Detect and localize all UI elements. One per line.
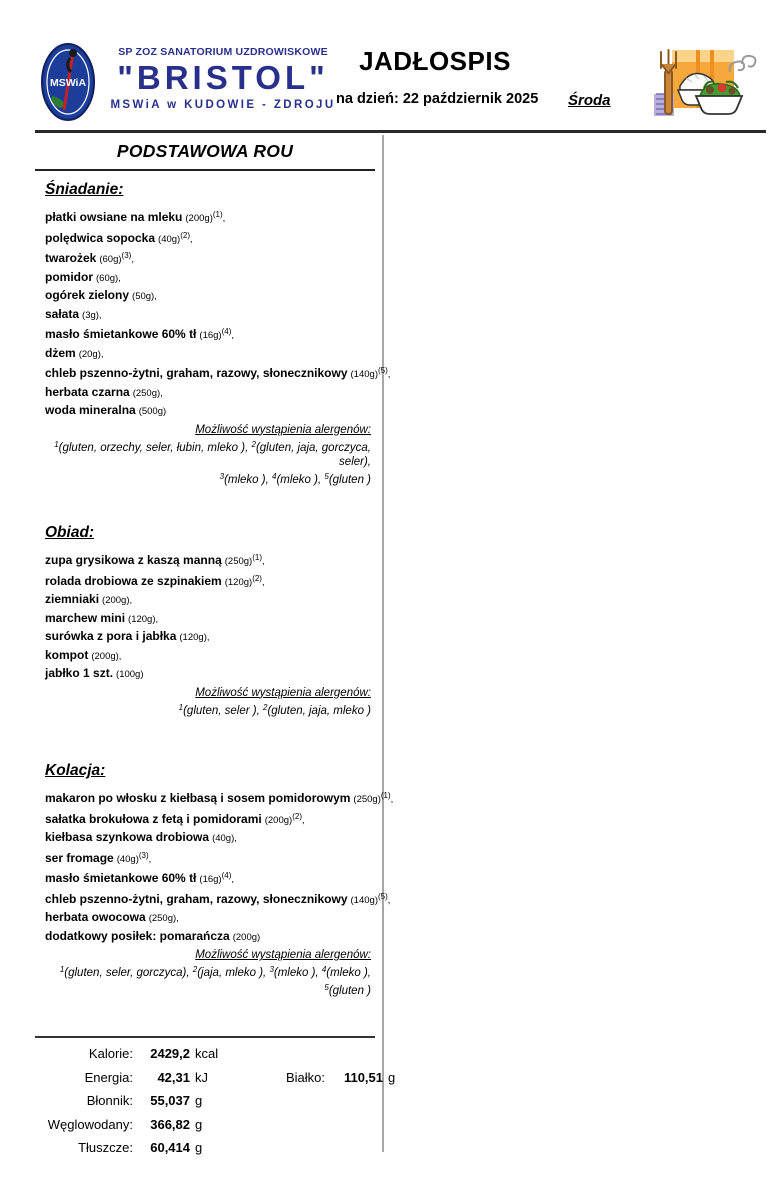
- meal-items: [45, 550, 371, 684]
- menu-item: jabłko 1 szt. (100g): [45, 666, 144, 680]
- nutrition-unit: g: [195, 1093, 203, 1108]
- nutrition-label: Kalorie:: [88, 1046, 133, 1061]
- menu-item: zupa grysikowa z kaszą manną $(250g)^{(1)}$,: [45, 553, 265, 567]
- nutrition-row: [35, 1136, 375, 1160]
- meal-heading: Kolacja:: [45, 762, 106, 779]
- nutrition-label: Błonnik:: [86, 1093, 133, 1108]
- nutrition-label: Energia:: [84, 1069, 133, 1085]
- nutrition-unit: g: [388, 1069, 396, 1085]
- diet-title: PODSTAWOWA ROU: [116, 141, 294, 161]
- food-bowl-icon: [652, 44, 757, 124]
- nutrition-row: [35, 1113, 375, 1137]
- column-divider: [382, 135, 384, 1152]
- menu-item: herbata owocowa (250g),: [45, 910, 179, 924]
- menu-item: dodatkowy posiłek: pomarańcza (200g): [45, 928, 261, 943]
- nutrition-summary: [35, 1036, 396, 1160]
- nutrition-row: [35, 1089, 375, 1113]
- nutrition-value: 42,31: [157, 1069, 190, 1085]
- nutrition-label: Węglowodany:: [47, 1116, 133, 1132]
- diet-title-rule: [35, 169, 375, 171]
- menu-item: surówka z pora i jabłka (120g),: [45, 629, 210, 643]
- menu-item: sałatka brokułowa z fetą i pomidorami $(200g)^{(2)}$,: [45, 811, 305, 826]
- menu-column: [35, 135, 394, 998]
- allergen-superscript: 1: [54, 439, 59, 449]
- menu-item: dżem (20g),: [45, 345, 104, 360]
- allergen-superscript: 2: [251, 439, 256, 449]
- nutrition-value: 55,037: [150, 1093, 190, 1108]
- nutrition-unit: kJ: [195, 1069, 208, 1085]
- menu-item: twarożek $(60g)^{(3)}$,: [45, 251, 134, 265]
- allergen-superscript: 5: [324, 982, 329, 992]
- menu-item: rolada drobiowa ze szpinakiem $(120g)^{(2)}$,: [45, 573, 265, 588]
- allergen-label: Możliwość wystąpienia alergenów:: [195, 949, 371, 961]
- nutrition-label: Tłuszcze:: [78, 1140, 133, 1155]
- allergen-line: $^5$(gluten ): [324, 982, 371, 997]
- allergen-label: Możliwość wystąpienia alergenów:: [195, 686, 371, 699]
- menu-item: kompot (200g),: [45, 647, 122, 662]
- meal-section: [35, 180, 391, 487]
- brand-block: [97, 46, 349, 111]
- allergen-line: $^1$(gluten, seler ), $^2$(gluten, jaja, mleko ): [178, 702, 371, 717]
- footnote-superscript: (2): [252, 573, 262, 583]
- nutrition-label: Białko:: [285, 1069, 325, 1085]
- footnote-superscript: (3): [121, 251, 132, 260]
- menu-item: płatki owsiane na mleku $(200g)^{(1)}$,: [45, 210, 226, 224]
- allergen-label: Możliwość wystąpienia alergenów:: [195, 423, 371, 436]
- menu-item: ogórek zielony (50g),: [45, 288, 157, 302]
- allergen-line: $^1$(gluten, orzechy, seler, łubin, mleko ), $^2$(gluten, jaja, gorczyca, seler),: [54, 439, 371, 468]
- nutrition-rule: [35, 1036, 375, 1038]
- logo-text: MSWiA: [49, 77, 87, 89]
- allergen-line: $^1$(gluten, seler, gorczyca), $^2$(jaja, mleko ), $^3$(mleko ), $^4$(mleko ),: [59, 965, 371, 979]
- menu-item: makaron po włosku z kiełbasą i sosem pomidorowym $(250g)^{(1)}$,: [45, 791, 394, 805]
- org-line2: MSWiA w KUDOWIE - ZDROJU: [110, 99, 336, 111]
- menu-item: ziemniaki (200g),: [45, 592, 133, 606]
- menu-item: sałata (3g),: [45, 306, 102, 321]
- footnote-superscript: (5): [377, 891, 388, 901]
- menu-item: masło śmietankowe 60% tł $(16g)^{(4)}$,: [45, 871, 235, 885]
- footnote-superscript: (1): [380, 791, 391, 800]
- allergen-superscript: 3: [269, 965, 274, 974]
- nutrition-row: [35, 1066, 396, 1090]
- org-name: "BRISTOL": [117, 59, 329, 96]
- footnote-superscript: (1): [212, 210, 223, 219]
- footnote-superscript: (2): [180, 230, 191, 240]
- menu-item: pomidor (60g),: [45, 269, 121, 284]
- nutrition-extra: [253, 1066, 395, 1090]
- nutrition-value: 2429,2: [150, 1046, 190, 1061]
- footnote-superscript: (2): [292, 811, 302, 821]
- menu-item: chleb pszenno-żytni, graham, razowy, słonecznikowy $(140g)^{(5)}$,: [45, 366, 391, 380]
- menu-item: ser fromage $(40g)^{(3)}$,: [45, 850, 152, 865]
- nutrition-unit: kcal: [195, 1046, 219, 1061]
- footnote-superscript: (4): [221, 871, 232, 880]
- nutrition-rows: [35, 1042, 396, 1160]
- date-line: na dzień: 22 październik 2025: [336, 91, 539, 107]
- org-line1: SP ZOZ SANATORIUM UZDROWISKOWE: [118, 46, 328, 58]
- footnote-superscript: (5): [377, 366, 388, 375]
- title-block: [336, 46, 539, 107]
- nutrition-unit: g: [195, 1140, 203, 1155]
- menu-item: kiełbasa szynkowa drobiowa (40g),: [45, 830, 237, 844]
- allergen-superscript: 5: [324, 471, 329, 481]
- nutrition-value: 110,51: [343, 1069, 383, 1085]
- page-title: JADŁOSPIS: [359, 46, 511, 76]
- allergen-superscript: 2: [192, 965, 198, 974]
- header-rule: [35, 130, 766, 133]
- menu-item: marchew mini (120g),: [45, 610, 159, 625]
- nutrition-unit: g: [195, 1116, 203, 1132]
- meal-items: [45, 788, 394, 946]
- menu-item: masło śmietankowe 60% tł $(16g)^{(4)}$,: [45, 327, 235, 341]
- allergen-superscript: 1: [178, 702, 184, 712]
- allergen-superscript: 2: [263, 702, 268, 712]
- meal-items: [45, 207, 391, 421]
- meal-heading: Obiad:: [45, 524, 95, 541]
- menu-item: woda mineralna (500g): [45, 403, 167, 417]
- allergen-superscript: 3: [219, 471, 225, 481]
- footnote-superscript: (4): [221, 327, 232, 336]
- menu-item: herbata czarna (250g),: [45, 384, 163, 399]
- menu-item: chleb pszenno-żytni, graham, razowy, słonecznikowy $(140g)^{(5)}$,: [45, 891, 391, 906]
- footnote-superscript: (1): [252, 553, 262, 562]
- nutrition-value: 366,82: [150, 1116, 190, 1132]
- footnote-superscript: (3): [138, 850, 149, 860]
- meal-heading: Śniadanie:: [45, 181, 124, 198]
- meal-section: [35, 761, 394, 998]
- allergen-line: $^3$(mleko ), $^4$(mleko ), $^5$(gluten ): [219, 471, 371, 486]
- meals-container: [35, 180, 394, 998]
- menu-item: polędwica sopocka $(40g)^{(2)}$,: [45, 230, 193, 245]
- nutrition-value: 60,414: [150, 1140, 190, 1155]
- weekday-label: Środa: [568, 92, 611, 109]
- mswia-logo-icon: [40, 42, 96, 122]
- meal-section: [35, 523, 375, 718]
- allergen-superscript: 4: [321, 965, 327, 974]
- allergen-superscript: 1: [59, 965, 65, 974]
- nutrition-row: [35, 1042, 375, 1066]
- allergen-superscript: 4: [271, 471, 277, 481]
